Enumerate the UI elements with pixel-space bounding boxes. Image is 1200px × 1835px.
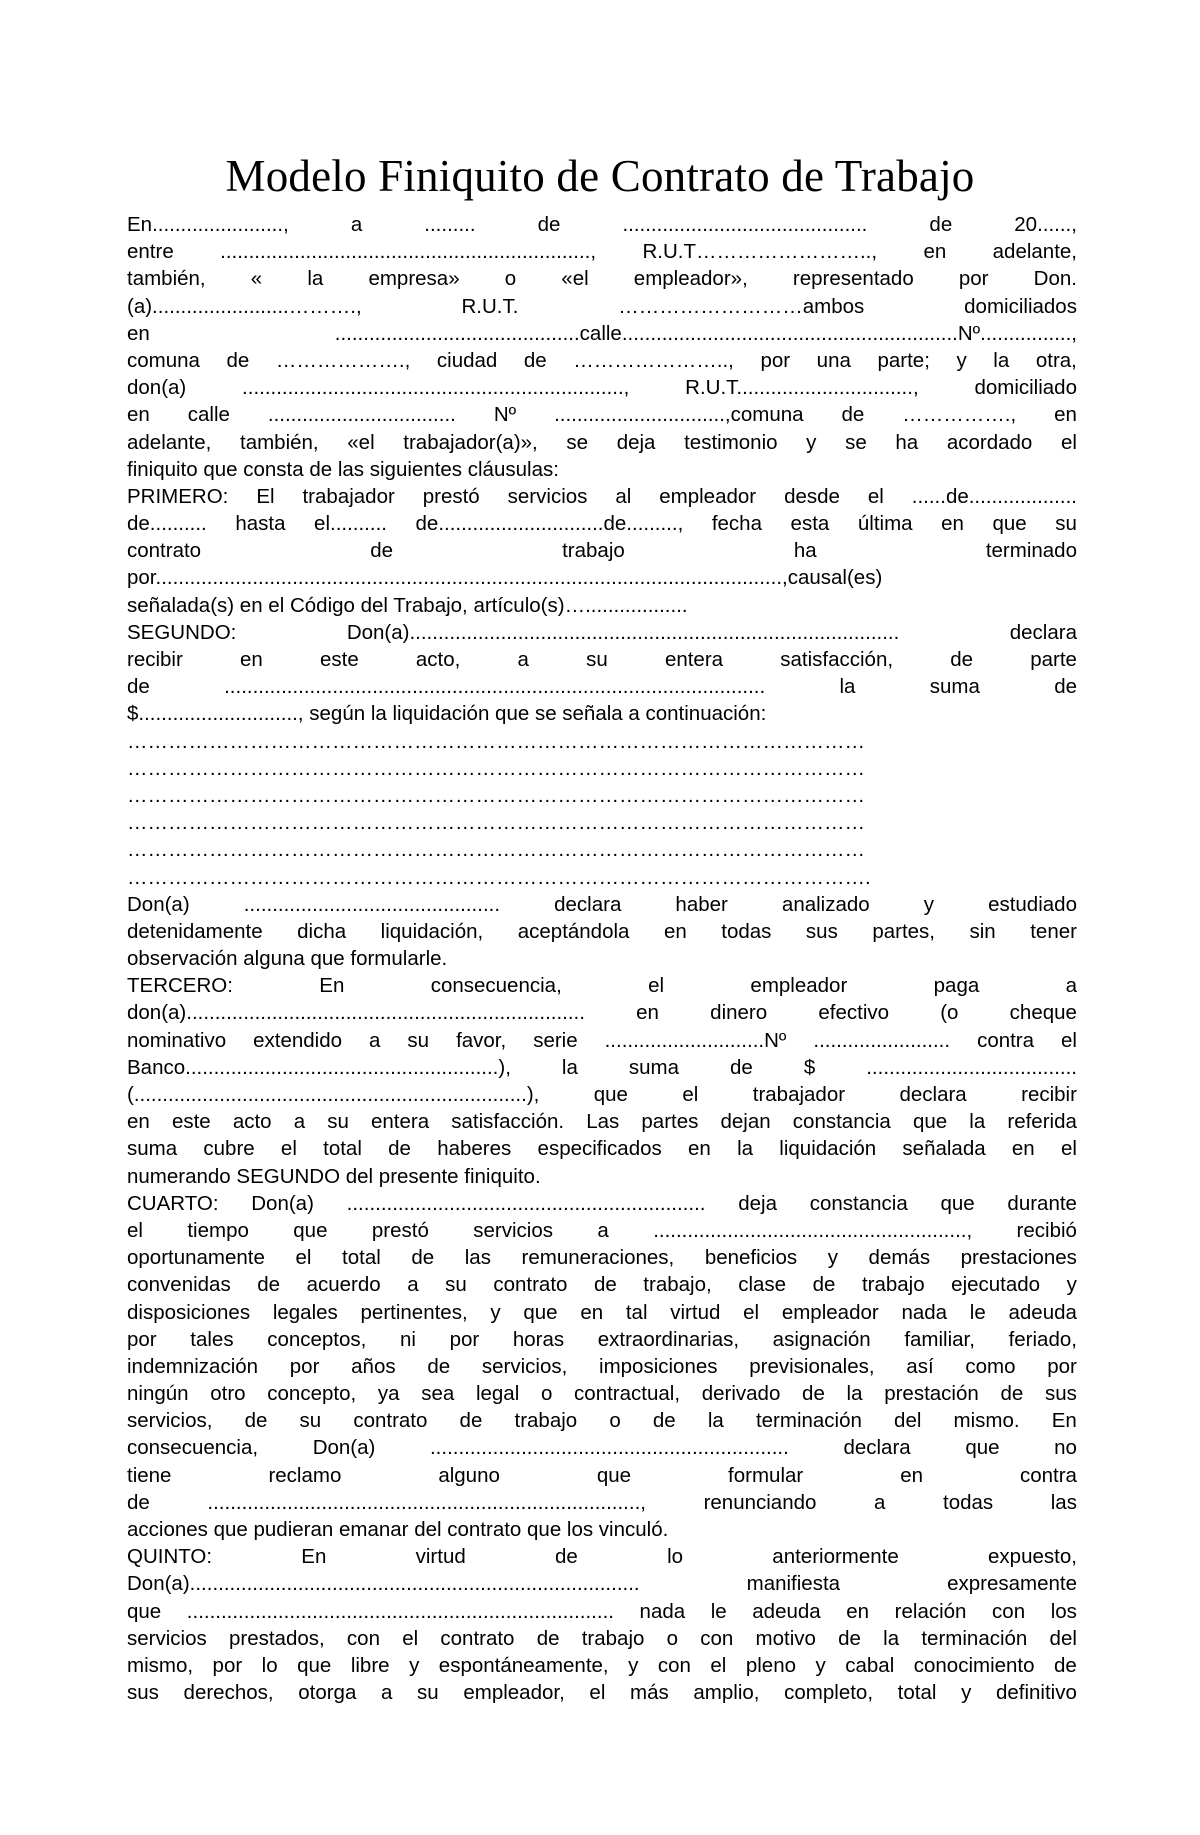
text-line: en calle ................................. Nº ..............................,comuna de ……………., en	[127, 403, 1077, 427]
text-line: adelante, también, «el trabajador(a)», se deja testimonio y se ha acordado el	[127, 430, 1077, 454]
text-line: convenidas de acuerdo a su contrato de trabajo, clase de trabajo ejecutado y	[127, 1273, 1077, 1297]
text-line: en ...........................................calle...........................................................Nº................,	[127, 321, 1077, 345]
text-line: Don(a) ............................................. declara haber analizado y estudiado	[127, 892, 1077, 916]
text-line: TERCERO: En consecuencia, el empleador paga a	[127, 974, 1077, 998]
text-line: Banco.......................................................), la suma de $ .....................................	[127, 1055, 1077, 1079]
text-line: servicios, de su contrato de trabajo o de la terminación del mismo. En	[127, 1409, 1077, 1433]
text-line: SEGUNDO: Don(a)...................................................................................... declara	[127, 620, 1077, 644]
text-line: nominativo extendido a su favor, serie ............................Nº ........................ contra el	[127, 1028, 1077, 1052]
document-title: Modelo Finiquito de Contrato de Trabajo	[225, 151, 975, 201]
text-line: de ............................................................................................... la suma de	[127, 675, 1077, 699]
text-line: también, « la empresa» o «el empleador», representado por Don.	[127, 267, 1077, 291]
text-line: ………………………………………………………………………………………………	[127, 783, 865, 807]
text-line: comuna de ………………., ciudad de ………………….., por una parte; y la otra,	[127, 348, 1077, 372]
text-line: PRIMERO: El trabajador prestó servicios al empleador desde el ......de...................	[127, 484, 1077, 508]
text-line: entre ................................................................., R.U.T…………………….., en adelante,	[127, 240, 1077, 264]
text-line: don(a) ..................................................................., R.U.T..............................., domiciliado	[127, 376, 1077, 400]
text-line: En......................., a ......... de ........................................... de 20......,	[127, 213, 1077, 236]
text-line: de.......... hasta el.......... de.............................de........., fecha esta última en que su	[127, 512, 1077, 536]
text-line: oportunamente el total de las remuneraciones, beneficios y demás prestaciones	[127, 1246, 1077, 1270]
text-line: ………………………………………………………………………………………………	[127, 729, 865, 753]
text-line: por tales conceptos, ni por horas extraordinarias, asignación familiar, feriado,	[127, 1327, 1077, 1351]
text-line: recibir en este acto, a su entera satisfacción, de parte	[127, 648, 1077, 671]
text-line: consecuencia, Don(a) ............................................................... declara que no	[127, 1436, 1077, 1460]
text-line: observación alguna que formularle.	[127, 947, 448, 971]
text-line: en este acto a su entera satisfacción. Las partes dejan constancia que la referida	[127, 1110, 1077, 1134]
text-line: mismo, por lo que libre y espontáneamente, y con el pleno y cabal conocimiento de	[127, 1653, 1077, 1677]
text-line: tiene reclamo alguno que formular en contra	[127, 1463, 1077, 1487]
text-line: ……………………………………………………………………………………………….	[127, 865, 871, 889]
text-line: sus derechos, otorga a su empleador, el más amplio, completo, total y definitivo	[127, 1681, 1077, 1705]
text-line: disposiciones legales pertinentes, y que en tal virtud el empleador nada le adeuda	[127, 1300, 1077, 1324]
text-line: servicios prestados, con el contrato de trabajo o con motivo de la terminación del	[127, 1626, 1077, 1650]
text-line: numerando SEGUNDO del presente finiquito.	[127, 1164, 541, 1188]
text-line: ………………………………………………………………………………………………	[127, 838, 865, 862]
text-line: don(a)...................................................................... en dinero efectivo (o cheque	[127, 1001, 1077, 1025]
text-line: detenidamente dicha liquidación, aceptándola en todas sus partes, sin tener	[127, 919, 1077, 943]
text-line: ………………………………………………………………………………………………	[127, 811, 865, 835]
text-line: CUARTO: Don(a) ............................................................... deja constancia que durante	[127, 1191, 1077, 1215]
text-line: Don(a)............................................................................... manifiesta expresamente	[127, 1572, 1077, 1596]
text-line: señalada(s) en el Código del Trabajo, artículo(s)…..................	[127, 593, 688, 617]
document-body	[127, 211, 1077, 1706]
text-line: de ............................................................................, renunciando a todas las	[127, 1490, 1077, 1514]
text-line: $............................, según la liquidación que se señala a continuación:	[127, 702, 767, 726]
text-line: QUINTO: En virtud de lo anteriormente expuesto,	[127, 1545, 1077, 1569]
text-line: ………………………………………………………………………………………………	[127, 756, 865, 780]
text-line: que ........................................................................... nada le adeuda en relación con los	[127, 1599, 1077, 1623]
text-line: por..............................................................................................................,causal(es)	[127, 566, 883, 590]
text-line: contrato de trabajo ha terminado	[127, 539, 1077, 563]
text-line: el tiempo que prestó servicios a ......................................................., recibió	[127, 1218, 1077, 1242]
text-line: indemnización por años de servicios, imposiciones previsionales, así como por	[127, 1354, 1077, 1378]
text-line: suma cubre el total de haberes especificados en la liquidación señalada en el	[127, 1137, 1077, 1161]
text-line: finiquito que consta de las siguientes cláusulas:	[127, 457, 559, 481]
text-line: (.....................................................................), que el trabajador declara recibir	[127, 1083, 1077, 1106]
text-line: ningún otro concepto, ya sea legal o contractual, derivado de la prestación de sus	[127, 1382, 1077, 1406]
text-line: acciones que pudieran emanar del contrato que los vinculó.	[127, 1518, 669, 1541]
text-line: (a)........................………., R.U.T. ………………………ambos domiciliados	[127, 294, 1077, 318]
